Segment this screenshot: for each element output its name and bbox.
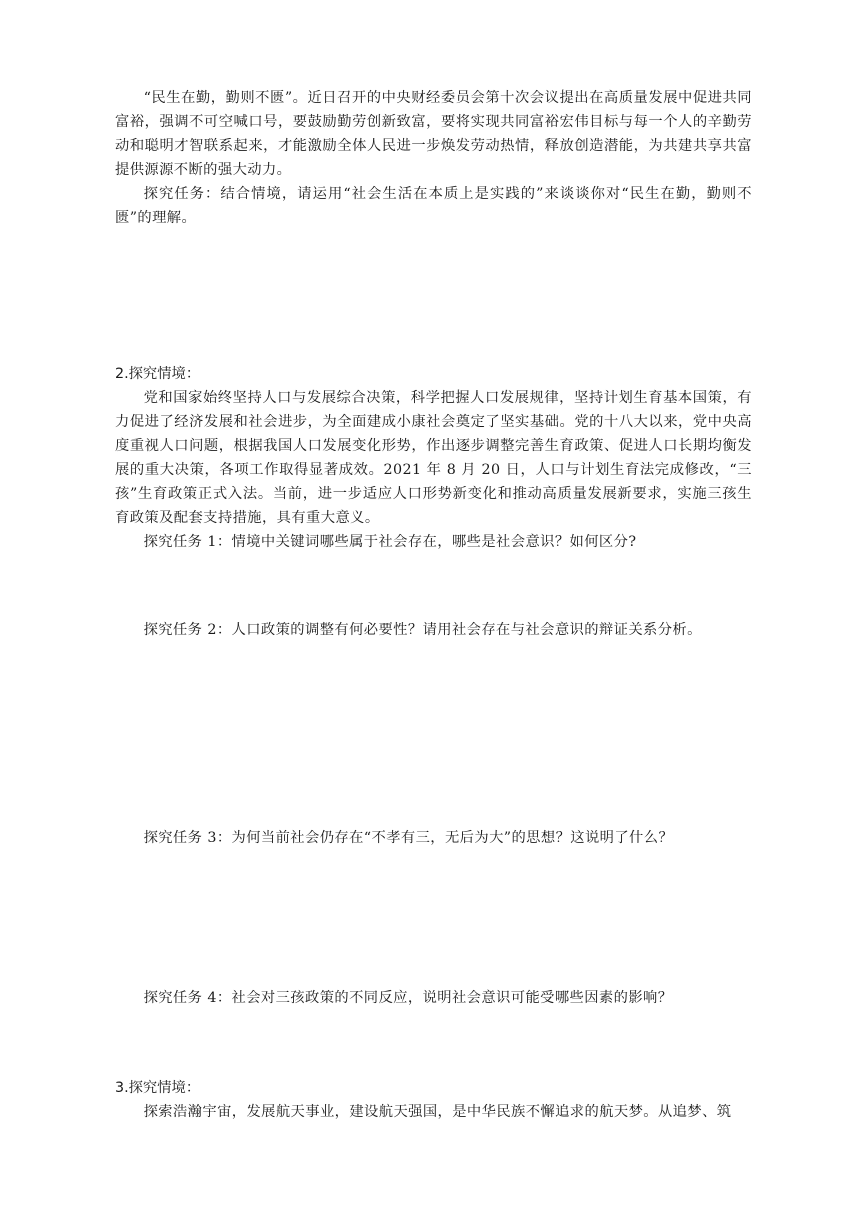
section3-paragraph: 探索浩瀚宇宙，发展航天事业，建设航天强国，是中华民族不懈追求的航天梦。从追梦、筑: [143, 1104, 732, 1120]
section2-heading: 2.探究情境：: [115, 366, 201, 382]
section2-task4: 探究任务 4：社会对三孩政策的不同反应，说明社会意识可能受哪些因素的影响？: [143, 990, 673, 1006]
section2-task3: 探究任务 3：为何当前社会仍存在“不孝有三，无后为大”的思想？这说明了什么？: [143, 830, 674, 846]
intro-task: 探究任务：结合情境，请运用“社会生活在本质上是实践的”来谈谈你对“民生在勤，勤则不匮”的理解。: [115, 186, 752, 226]
section2-task1: 探究任务 1：情境中关键词哪些属于社会存在，哪些是社会意识？如何区分?: [143, 534, 637, 550]
intro-paragraph: “民生在勤，勤则不匮”。近日召开的中央财经委员会第十次会议提出在高质量发展中促进共同富裕，强调不可空喊口号，要鼓励勤劳创新致富，要将实现共同富裕宏伟目标与每一个人的辛勤劳动和聪明才智联系起来，才能激励全体人民进一步焕发劳动热情，释放创造潜能，为共建共享共富提供源源不断的强大动力。: [115, 90, 752, 178]
section2-task2: 探究任务 2：人口政策的调整有何必要性？请用社会存在与社会意识的辩证关系分析。: [143, 622, 702, 638]
section3-heading: 3.探究情境：: [115, 1080, 201, 1096]
section2-paragraph: 党和国家始终坚持人口与发展综合决策，科学把握人口发展规律，坚持计划生育基本国策，有力促进了经济发展和社会进步，为全面建成小康社会奠定了坚实基础。党的十八大以来，党中央高度重视人口问题，根据我国人口发展变化形势，作出逐步调整完善生育政策、促进人口长期均衡发展的重大决策，各项工作取得显著成效。2021 年 8 月 20 日，人口与计划生育法完成修改，“三孩”生育政策正式入法。当前，进一步适应人口形势新变化和推动高质量发展新要求，实施三孩生育政策及配套支持措施，具有重大意义。: [115, 390, 752, 526]
